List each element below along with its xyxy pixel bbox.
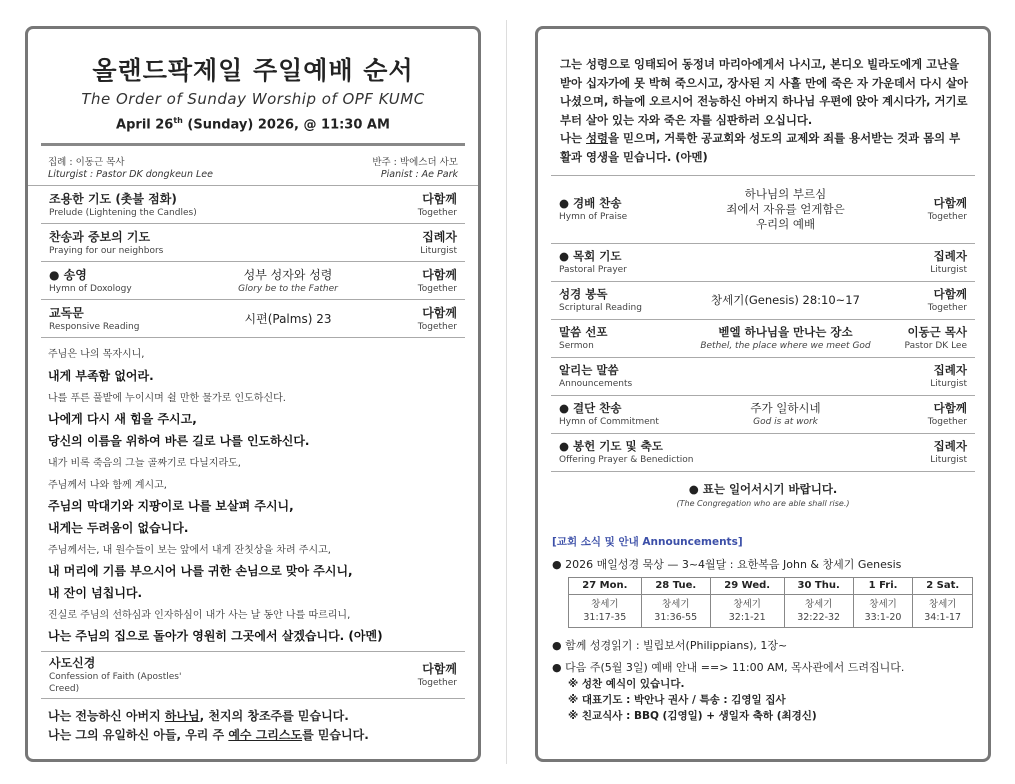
psalm-line: 나는 주님의 집으로 돌아가 영원히 그곳에서 살겠습니다. (아멘) <box>48 629 383 644</box>
psalm-line: 내게는 두려움이 없습니다. <box>48 520 189 535</box>
order-item-title: ● 봉헌 기도 및 축도 Offering Prayer & Benediction <box>559 439 694 466</box>
order-item-performer: 집례자 Liturgist <box>930 439 967 466</box>
order-item-performer: 집례자 Liturgist <box>930 363 967 390</box>
psalm-line: 내가 비록 죽음의 그늘 골짜기로 다닐지라도, <box>48 457 241 469</box>
bible-reading-cell: 창세기 31:36-55 <box>641 594 710 627</box>
note-communion: ※ 성찬 예식이 있습니다. <box>568 677 685 690</box>
order-item <box>41 300 465 338</box>
order-item <box>551 320 975 358</box>
bible-day: 1 Fri. <box>853 577 913 594</box>
psalm-line: 내 잔이 넘칩니다. <box>48 586 143 601</box>
order-item <box>41 224 465 262</box>
creed-text-start: 나는 전능하신 아버지 하나님, 천지의 창조주를 믿습니다. 나는 그의 유일하신 아들, 우리 주 예수 그리스도를 믿습니다. <box>48 709 369 743</box>
order-item <box>41 186 465 224</box>
order-item-content: 성부 성자와 성령 Glory be to the Father <box>238 267 338 294</box>
order-item-title: 말씀 선포 Sermon <box>559 325 608 352</box>
fold-line <box>506 20 507 764</box>
psalm-line: 주님은 나의 목자시니, <box>48 349 145 361</box>
bible-day: 30 Thu. <box>784 577 853 594</box>
bible-table-row <box>569 594 973 627</box>
bible-day: 29 Wed. <box>710 577 784 594</box>
order-item-title: 알리는 말씀 Announcements <box>559 363 633 390</box>
order-item-title: ● 목회 기도 Pastoral Prayer <box>559 249 627 276</box>
bible-reading-cell: 창세기 32:1-21 <box>710 594 784 627</box>
order-item-content: 주가 일하시네 God is at work <box>750 400 821 427</box>
title-korean: 올랜드팍제일 주일예배 순서 <box>92 56 414 85</box>
service-date: April 26th (Sunday) 2026, @ 11:30 AM <box>116 116 390 133</box>
psalm-line: 내 머리에 기름 부으시어 나를 귀한 손님으로 맞아 주시니, <box>48 564 353 579</box>
leaders <box>48 156 458 181</box>
note-fellowship-meal: ※ 친교식사 : BBQ (김영일) + 생일자 축하 (최경신) <box>568 709 817 722</box>
creed-text-continued: 그는 성령으로 잉태되어 동정녀 마리아에게서 나시고, 본디오 빌라도에게 고난을 받아 십자가에 못 박혀 죽으시고, 장사된 지 사흘 만에 죽은 자 가운데서 다시 살아나셨으며, 하늘에 오르시어 전능하신 아버지 하나님 우편에 앉아 계시다가, 거기로부터 살아 있는 자와 죽은 자를 심판하러 오십니다. 나는 성령을 믿으며, 거룩한 공교회와 성도의 교제와 죄를 용서받는 것과 몸의 부활과 영생을 믿습니다. (아멘) <box>560 57 968 164</box>
order-item-title: ● 송영 Hymn of Doxology <box>49 267 132 294</box>
order-item-title: 찬송과 중보의 기도 Praying for our neighbors <box>49 229 164 256</box>
title-divider <box>41 143 465 146</box>
order-item-content: 하나님의 부르심 죄에서 자유를 얻게함은 우리의 예배 <box>726 186 845 231</box>
psalm-line: 주님께서는, 내 원수들이 보는 앞에서 내게 잔칫상을 차려 주시고, <box>48 544 331 556</box>
bible-day: 28 Tue. <box>641 577 710 594</box>
liturgist-info: 집례 : 이동근 목사 Liturgist : Pastor DK dongkeun Lee <box>48 157 213 181</box>
psalm-line: 나를 푸른 풀밭에 누이시며 쉴 만한 물가로 인도하신다. <box>48 392 286 404</box>
bible-table-header <box>569 577 973 594</box>
order-item-creed: 사도신경 Confession of Faith (Apostles' Creed) 다함께 Together <box>41 651 465 699</box>
bible-reading-cell: 창세기 31:17-35 <box>569 594 642 627</box>
bible-reading-cell: 창세기 32:22-32 <box>784 594 853 627</box>
order-item-content: 벧엘 하나님을 만나는 장소 Bethel, the place where we meet God <box>700 324 871 351</box>
right-page <box>535 26 991 762</box>
next-week-notice: ● 다음 주(5월 3일) 예배 안내 ==> 11:00 AM, 목사관에서 드려집니다. <box>552 660 905 674</box>
order-item-content: 시편(Palms) 23 <box>244 311 332 326</box>
bible-day: 27 Mon. <box>569 577 642 594</box>
psalm-line: 주님께서 나와 함께 계시고, <box>48 479 167 491</box>
order-list-left <box>28 185 478 338</box>
order-item-performer: 다함께 Together <box>927 401 967 428</box>
title-english: The Order of Sunday Worship of OPF KUMC <box>81 90 425 108</box>
order-item-performer: 이동근 목사 Pastor DK Lee <box>904 325 967 352</box>
psalm-line: 주님의 막대기와 지팡이로 나를 보살펴 주시니, <box>48 499 294 514</box>
bible-day: 2 Sat. <box>913 577 973 594</box>
standing-note-english: (The Congregation who are able shall rise.) <box>676 498 850 508</box>
bible-reading-cell: 창세기 34:1-17 <box>913 594 973 627</box>
order-item-performer: 집례자 Liturgist <box>420 229 457 256</box>
left-page <box>25 26 481 762</box>
order-item <box>551 244 975 282</box>
order-item-performer: 다함께 Together <box>417 191 457 218</box>
psalm-line: 당신의 이름을 위하여 바른 길로 나를 인도하신다. <box>48 434 310 449</box>
order-item <box>551 396 975 434</box>
pianist-info: 반주 : 박에스더 사모 Pianist : Ae Park <box>372 157 458 181</box>
order-list-right <box>551 175 975 472</box>
order-item-title: 교독문 Responsive Reading <box>49 305 140 332</box>
psalm-line: 진실로 주님의 선하심과 인자하심이 내가 사는 날 동안 나를 따르리니, <box>48 609 351 621</box>
order-item <box>551 358 975 396</box>
note-representative-prayer: ※ 대표기도 : 박안나 권사 / 특송 : 김영일 집사 <box>568 693 786 706</box>
order-item-performer: 집례자 Liturgist <box>930 249 967 276</box>
order-item-title: ● 경배 찬송 Hymn of Praise <box>559 196 628 223</box>
order-item-title: 조용한 기도 (촛불 점화) Prelude (Lightening the Candles) <box>49 191 197 218</box>
daily-bible-note: ● 2026 매일성경 묵상 — 3~4월달 : 요한복음 John & 창세기 Genesis <box>552 557 902 571</box>
standing-note: ● 표는 일어서시기 바랍니다. <box>688 481 838 496</box>
order-item <box>551 176 975 244</box>
order-item <box>551 434 975 472</box>
order-item-title: 성경 봉독 Scriptural Reading <box>559 287 642 314</box>
order-item-performer: 다함께 Together <box>417 267 457 294</box>
order-item-title: ● 결단 찬송 Hymn of Commitment <box>559 401 659 428</box>
responsive-reading-text <box>48 344 458 648</box>
psalm-line: 나에게 다시 새 힘을 주시고, <box>48 412 197 427</box>
bible-reading-cell: 창세기 33:1-20 <box>853 594 913 627</box>
bible-reading-together: ● 함께 성경읽기 : 빌립보서(Philippians), 1장~ <box>552 638 788 652</box>
psalm-line: 내게 부족함 없어라. <box>48 369 154 384</box>
order-item-content: 창세기(Genesis) 28:10~17 <box>711 292 860 307</box>
announcements-heading: [교회 소식 및 안내 Announcements] <box>552 535 743 548</box>
bible-reading-table <box>568 577 973 628</box>
order-item <box>551 282 975 320</box>
order-item-performer: 다함께 Together <box>417 305 457 332</box>
order-item-performer: 다함께 Together <box>927 287 967 314</box>
order-item <box>41 262 465 300</box>
order-item-performer: 다함께 Together <box>927 196 967 223</box>
